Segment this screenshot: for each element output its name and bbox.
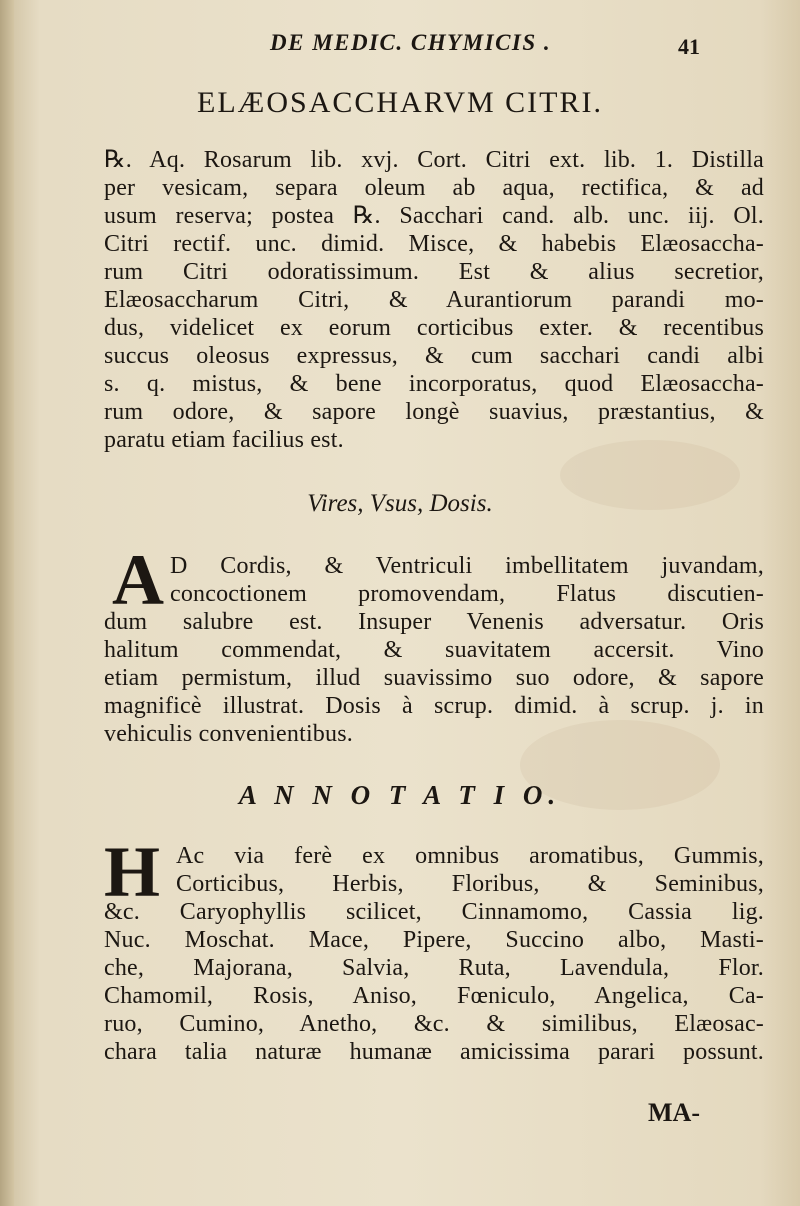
vires-line: D Cordis, & Ventriculi imbellitatem juvandam, [170, 553, 764, 579]
vires-line: vehiculis convenientibus. [104, 721, 353, 747]
page-gutter [0, 0, 14, 1206]
drop-cap-initial: H [104, 832, 161, 912]
recipe-line: s. q. mistus, & bene incorporatus, quod Elæosaccha- [104, 371, 764, 397]
vires-line: concoctionem promovendam, Flatus discutien- [170, 581, 764, 607]
catchword: MA- [648, 1098, 700, 1127]
section-title: ELÆOSACCHARVM CITRI. [197, 86, 603, 119]
recipe-line: Citri rectif. unc. dimid. Misce, & habebis Elæosaccha- [104, 231, 764, 257]
vires-line: halitum commendat, & suavitatem accersit. Vino [104, 637, 764, 663]
vires-line: dum salubre est. Insuper Venenis adversatur. Oris [104, 609, 764, 635]
recipe-line: paratu etiam facilius est. [104, 427, 344, 453]
subheading: Vires, Vsus, Dosis. [307, 490, 493, 517]
recipe-line: rum Citri odoratissimum. Est & alius secretior, [104, 259, 764, 285]
annotatio-line: Ac via ferè ex omnibus aromatibus, Gummis, [176, 843, 764, 869]
annotatio-line: ruo, Cumino, Anetho, &c. & similibus, Elæosac- [104, 1011, 764, 1037]
annotatio-line: &c. Caryophyllis scilicet, Cinnamomo, Cassia lig. [104, 899, 764, 925]
annotatio-line: Corticibus, Herbis, Floribus, & Seminibus, [176, 871, 764, 897]
annotatio-line: Nuc. Moschat. Mace, Pipere, Succino albo, Masti- [104, 927, 764, 953]
vires-line: etiam permistum, illud suavissimo suo odore, & sapore [104, 665, 764, 691]
annotatio-line: Chamomil, Rosis, Aniso, Fœniculo, Angelica, Ca- [104, 983, 764, 1009]
annotatio-line: che, Majorana, Salvia, Ruta, Lavendula, Flor. [104, 955, 764, 981]
recipe-line: ℞. Aq. Rosarum lib. xvj. Cort. Citri ext. lib. 1. Distilla [104, 147, 764, 173]
recipe-line: Elæosaccharum Citri, & Aurantiorum parandi mo- [104, 287, 764, 313]
drop-cap-initial: A [112, 540, 164, 620]
recipe-line: dus, videlicet ex eorum corticibus exter. & recentibus [104, 315, 764, 341]
recipe-line: succus oleosus expressus, & cum sacchari candi albi [104, 343, 764, 369]
recipe-line: usum reserva; postea ℞. Sacchari cand. alb. unc. iij. Ol. [104, 203, 764, 229]
running-title: DE MEDIC. CHYMICIS . [270, 30, 552, 55]
page-number: 41 [678, 34, 700, 59]
recipe-line: rum odore, & sapore longè suavius, præstantius, & [104, 399, 764, 425]
vires-line: magnificè illustrat. Dosis à scrup. dimid. à scrup. j. in [104, 693, 764, 719]
annotatio-line: chara talia naturæ humanæ amicissima parari possunt. [104, 1039, 764, 1065]
annotatio-heading: A N N O T A T I O. [238, 780, 562, 810]
recipe-line: per vesicam, separa oleum ab aqua, rectifica, & ad [104, 175, 764, 201]
